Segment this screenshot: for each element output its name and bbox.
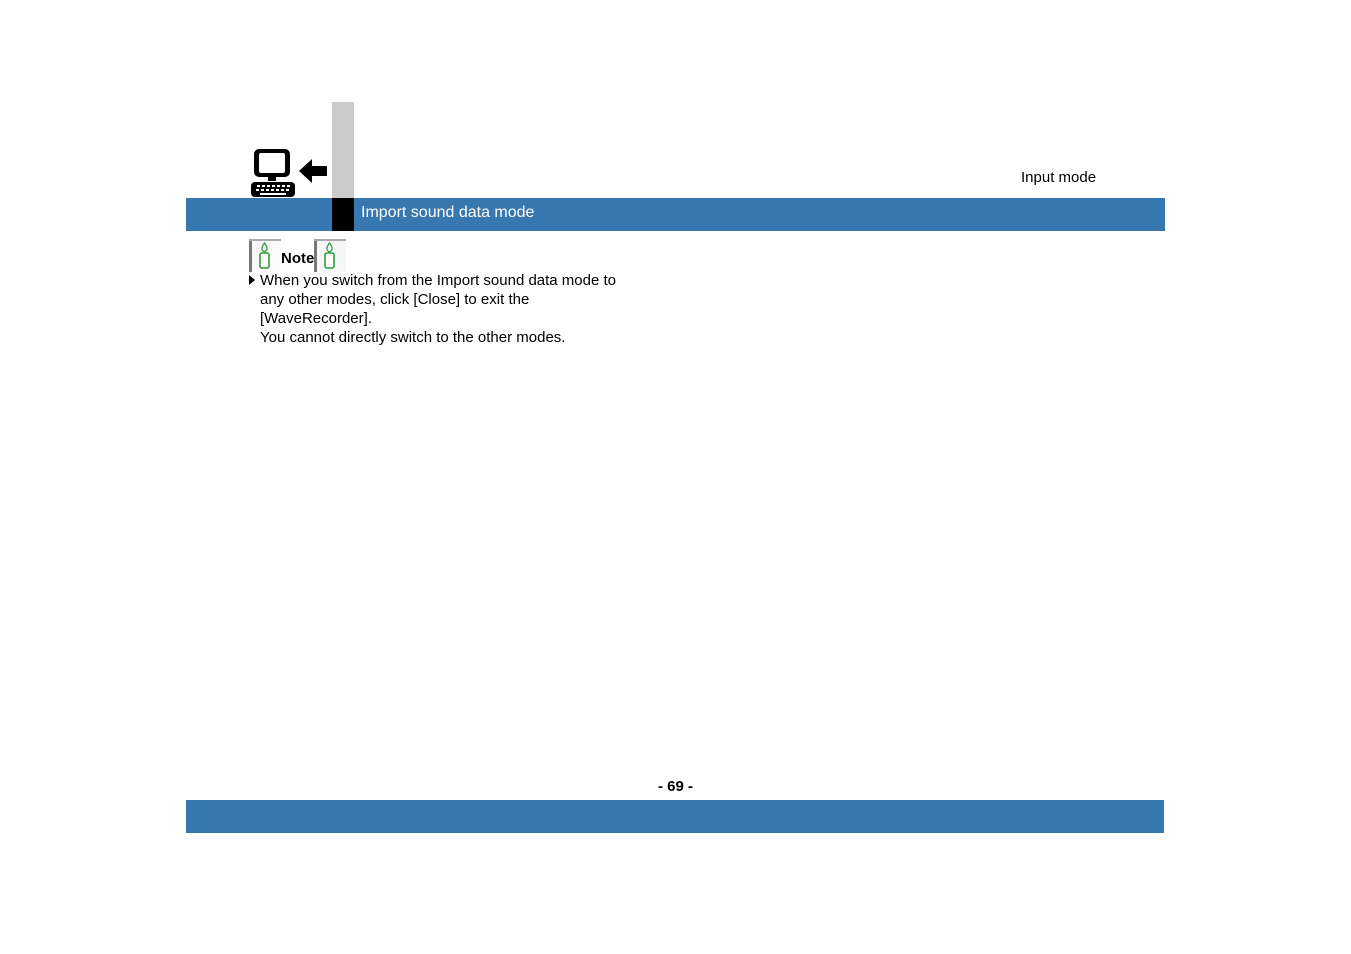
note-body [249, 271, 689, 347]
note-candle-icon [314, 239, 346, 272]
section-title: Import sound data mode [361, 204, 535, 221]
note-label: Note [281, 250, 315, 267]
header-black-strip [332, 198, 354, 231]
note-line: When you switch from the Import sound data mode to [260, 272, 617, 289]
footer-bar [186, 800, 1164, 833]
note-line: You cannot directly switch to the other modes. [260, 329, 566, 346]
note-candle-icon [249, 239, 281, 272]
header-label: Input mode [1021, 169, 1097, 186]
page-number: - 69 - [657, 778, 693, 795]
note-line: any other modes, click [Close] to exit the [260, 291, 530, 308]
header-gray-strip [332, 102, 354, 198]
computer-input-icon [249, 146, 331, 200]
triangle-bullet-icon [249, 275, 255, 285]
note-text [260, 271, 689, 347]
note-line: [WaveRecorder]. [260, 310, 372, 327]
note-heading [249, 239, 346, 272]
